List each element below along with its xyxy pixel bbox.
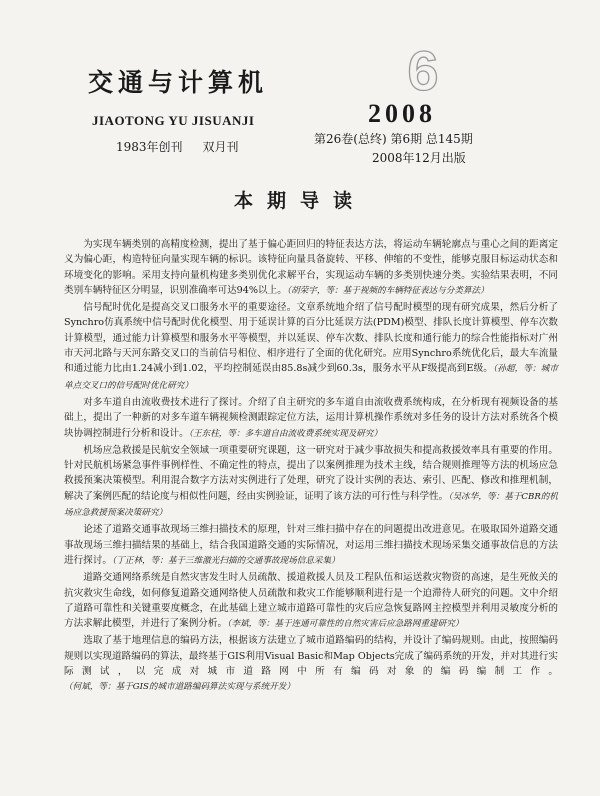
journal-title-cn: 交通与计算机: [88, 68, 269, 97]
summary-author: （李斌，等：基于连通可靠性的自然灾害后应急路网重建研究）: [227, 619, 464, 630]
summary-author: （王东柱，等：多车道自由流收费系统实现及研究）: [188, 428, 383, 439]
summary-text: 道路交通网络系统是自然灾害发生时人员疏散、援道救援人员及工程队伍和运送救灾物资的高速，是生死攸关的抗灾救灾生命线，如何修复道路交通网络使人员疏散和救灾工作能够顺利进行是一个迫滞待人研究的问题。文中介绍了道路可靠性和关键重要度概念，在此基础上建立城市道路可靠性的灾后应急恢复路网主控模型并利用灵敏度分析的方法求解此模型，并进行了案例分析。: [64, 572, 558, 630]
founded-year: 1983年创刊: [116, 140, 183, 154]
summary-paragraph: [64, 633, 558, 695]
summary-author: （胡荣宇，等：基于视频的车辆特征表达与分类算法）: [286, 285, 489, 296]
summary-text: 为实现车辆类别的高精度检测，提出了基于偏心距回归的特征表达方法，将运动车辆轮廓点与重心之间的距离定义为偏心距，构造特征向量实现车辆的标识。该特征向量具备旋转、平移、伸缩的不变性，能够克服目标运动状态和环境变化的影响。采用支持向量机构建多类别优化求解平台，实现运动车辆的多类别快速分类。实验结果表明，不同类别车辆特征区分明显，识别准确率可达94%以上。: [64, 239, 558, 296]
page-title: 本期导读: [233, 190, 366, 212]
summary-author: （丁正林，等：基于三维激光扫描的交通事故现场信息采集）: [111, 555, 340, 566]
summary-paragraph: [64, 395, 558, 442]
summary-text: 对多车道自由流收费技术进行了探讨。介绍了自主研究的多车道自由流收费系统构成，在分析现有视频设备的基础上，提出了一种新的对多车道车辆视频检测跟踪定位方法，运用计算机操作系统对多任务的设计方法对系统各个模块协调控制进行分析和设计。: [64, 396, 558, 439]
summary-author: （孙超，等：城市单点交叉口的信号配时优化研究）: [64, 364, 558, 391]
article-summaries: [64, 237, 558, 697]
journal-title-en: JIAOTONG YU JISUANJI: [92, 113, 255, 128]
summary-text: 选取了基于地理信息的编码方法，根据该方法建立了城市道路编码的结构，并设计了编码规则。由此，按照编码规则以实现道路编码的算法，最终基于GIS利用Visual Basic和Map Objects完成了编码系统的开发，并对其进行实际测试，以完成对城市道路网中所有编码对象的编码编制工作。: [64, 635, 558, 678]
summary-author: （何斌，等：基于GIS的城市道路编码算法实现与系统开发）: [64, 682, 295, 693]
summary-paragraph: [64, 443, 558, 521]
summary-paragraph: [64, 300, 558, 394]
summary-paragraph: [64, 570, 558, 632]
founded-info: [116, 138, 259, 155]
volume-line: 第26卷(总终) 第6期 总145期: [314, 132, 473, 146]
summary-text: 机场应急救援是民航安全领域一项重要研究课题，这一研究对于减少事故损失和提高救援效率具有重要的作用。针对民航机场紧急事件事例样性、不确定性的特点，提出了以案例推理为技术主线，结合规则推理等方法的机场应急救援预案决策模型。利用混合数字方法对实例进行了处理，研究了设计实例的表达、索引、匹配、修改和推理机制，解决了案例匹配的结论度与相似性问题，经由实例验证，证明了该方法的可行性与科学性。: [64, 444, 558, 502]
issue-number-badge: 6: [407, 39, 439, 102]
summary-paragraph: [64, 522, 558, 569]
issue-year: 2008: [368, 99, 436, 128]
publication-date: 2008年12月出版: [372, 151, 466, 165]
summary-text: 信号配时优化是提高交叉口服务水平的重要途径。文章系统地介绍了信号配时模型的现有研究成果，然后分析了Synchro仿真系统中信号配时优化模型、用于延误计算的百分比延误方法(PDM)模型、排队长度计算模型、停车次数计算模型，通过能力计算模型和服务水平等模型，并以延误、停车次数、排队长度和通行能力的综合性能指标对广州市天河北路与天河东路交叉口的当前信号相位、相序进行了全面的优化研究。应用Synchro系统优化后，最大车流量和通过能力比由1.24减小到1.02，平均控制延误由85.8s减少到60.3s，服务水平从F级提高到E级。: [64, 302, 558, 375]
summary-text: 论述了道路交通事故现场三维扫描技术的原理，针对三维扫描中存在的问题提出改进意见。在吸取国外道路交通事故现场三维扫描结果的基础上，结合我国道路交通的实际情况，对运用三维扫描技术现场采集交通事故信息的方法进行探讨。: [64, 524, 558, 566]
summary-paragraph: [64, 237, 558, 299]
publication-frequency: 双月刊: [202, 140, 239, 154]
summary-author: （吴冰华，等：基于CBR的机场应急救援预案决策研究）: [64, 491, 559, 519]
